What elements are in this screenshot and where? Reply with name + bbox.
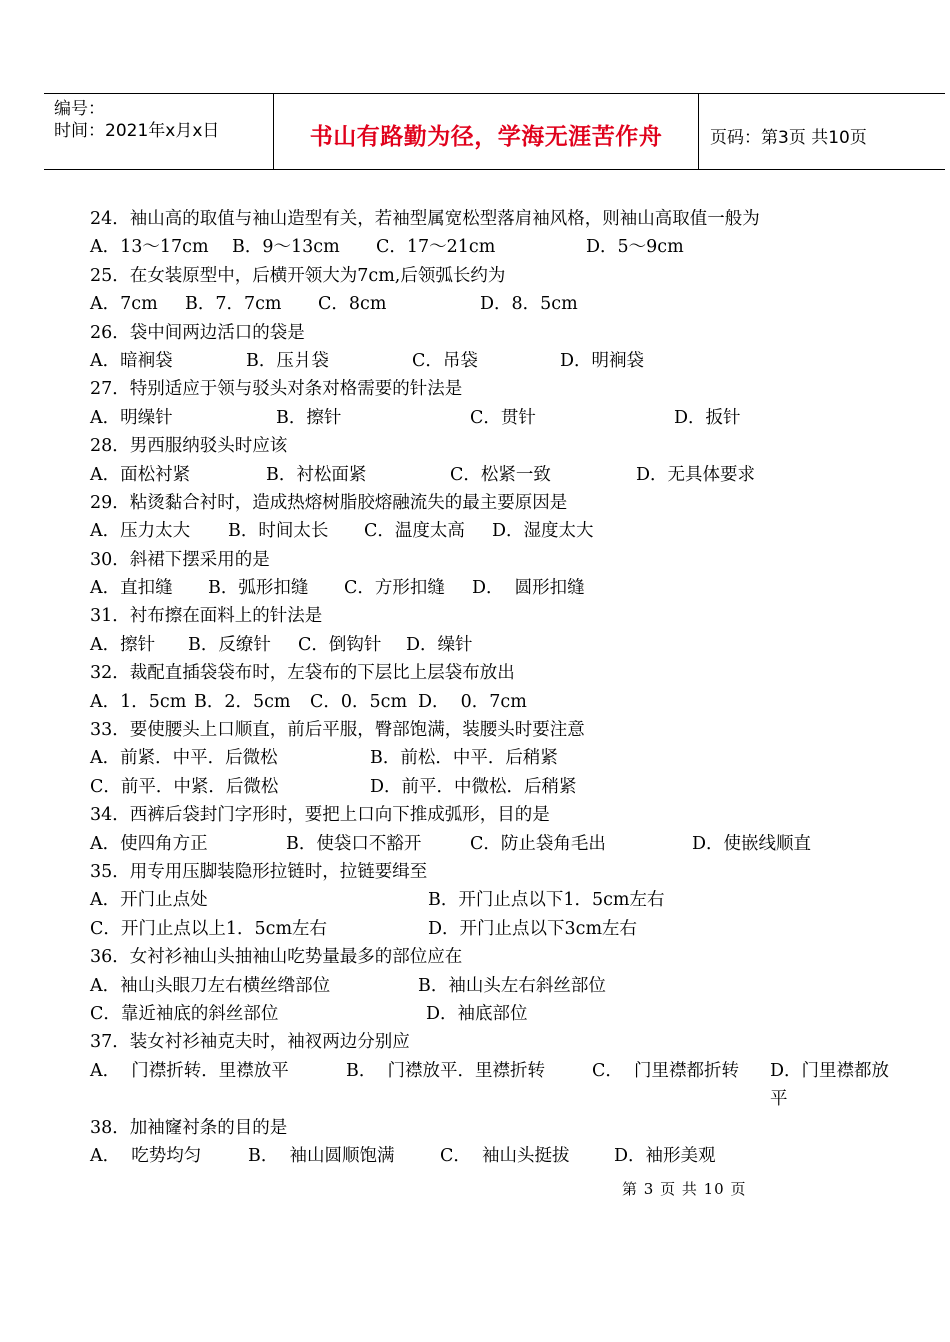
option: B．时间太长	[228, 521, 329, 542]
question-stem: 27．特别适应于领与驳头对条对格需要的针法是	[90, 379, 463, 400]
option: C．0．5cm	[310, 691, 408, 712]
option: A．1．5cm	[90, 691, 187, 712]
question-stem: 24．袖山高的取值与袖山造型有关，若袖型属宽松型落肩袖风格，则袖山高取值一般为	[90, 209, 760, 229]
option: C．吊袋	[412, 350, 478, 371]
option-row	[90, 744, 920, 772]
question-list	[90, 205, 920, 1170]
question-stem: 29．粘烫黏合衬时，造成热熔树脂胶熔融流失的最主要原因是	[90, 492, 568, 513]
option-row	[90, 574, 920, 602]
option: B．压爿袋	[246, 350, 329, 371]
option: C．靠近袖底的斜丝部位	[90, 1003, 279, 1024]
option-row	[90, 773, 920, 801]
option-row	[90, 517, 920, 545]
question-stem: 28．男西服纳驳头时应该	[90, 436, 288, 457]
option-row	[90, 915, 920, 943]
option: B．衬松面紧	[266, 464, 367, 485]
option: A．面松衬紧	[90, 464, 191, 485]
option: B．9～13cm	[232, 237, 340, 258]
question-stem: 36．女衬衫袖山头抽袖山吃势量最多的部位应在	[90, 947, 463, 968]
option-wrap-spacer	[90, 1085, 920, 1113]
option: A． 门襟折转．里襟放平	[90, 1060, 289, 1081]
header-page-label: 页码：第3页 共10页	[710, 128, 867, 148]
option: C．防止袋角毛出	[470, 833, 606, 854]
option-row	[90, 830, 920, 858]
question-stem: 33．要使腰头上口顺直，前后平服，臀部饱满，装腰头时要注意	[90, 720, 585, 741]
option: C．贯针	[470, 407, 536, 428]
option: A．13～17cm	[90, 237, 209, 258]
option-row	[90, 404, 920, 432]
option: B．擦针	[276, 407, 342, 428]
option: A．前紧．中平．后微松	[90, 748, 278, 769]
option: A． 吃势均匀	[90, 1145, 202, 1166]
option-row	[90, 290, 920, 318]
option: A．压力太大	[90, 521, 191, 542]
option: A．开门止点处	[90, 890, 208, 911]
option-row	[90, 688, 920, 716]
question-stem: 34．西裤后袋封门字形时，要把上口向下推成弧形，目的是	[90, 805, 550, 826]
option: D．袖形美观	[614, 1145, 716, 1166]
option-row	[90, 461, 920, 489]
option: B．开门止点以下1．5cm左右	[428, 890, 665, 911]
option: D．明裥袋	[560, 350, 645, 371]
option-row	[90, 972, 920, 1000]
option: B．2．5cm	[194, 691, 291, 712]
option: B．7．7cm	[185, 294, 282, 315]
option: D． 0．7cm	[418, 691, 527, 712]
number-label: 编号：	[54, 99, 105, 119]
option: D．5～9cm	[586, 237, 684, 258]
header-top-rule	[44, 93, 945, 94]
option-row	[90, 1000, 920, 1028]
time-label: 时间：2021年x月x日	[54, 121, 220, 141]
option-row	[90, 886, 920, 914]
option-row	[90, 1142, 920, 1170]
option: D．前平．中微松．后稍紧	[370, 776, 577, 797]
option: B．袖山头左右斜丝部位	[418, 975, 606, 996]
option: C． 袖山头挺拔	[440, 1145, 570, 1166]
question-stem: 32．裁配直插袋袋布时，左袋布的下层比上层袋布放出	[90, 663, 515, 684]
option: D．袖底部位	[426, 1003, 528, 1024]
header-divider-right	[698, 93, 699, 170]
header-motto: 书山有路勤为径，学海无涯苦作舟	[309, 124, 663, 150]
option: C． 门里襟都折转	[592, 1060, 740, 1081]
option: A．使四角方正	[90, 833, 208, 854]
option: D．8．5cm	[480, 294, 578, 315]
option-row	[90, 233, 920, 261]
header-bottom-rule	[44, 169, 945, 170]
option: D．无具体要求	[636, 464, 756, 485]
option: A．袖山头眼刀左右横丝绺部位	[90, 975, 331, 996]
option: C．17～21cm	[376, 237, 496, 258]
option: C．开门止点以上1．5cm左右	[90, 918, 328, 939]
question-stem: 38．加袖窿衬条的目的是	[90, 1117, 288, 1138]
question-stem: 37．装女衬衫袖克夫时，袖衩两边分别应	[90, 1032, 410, 1053]
option: D．使嵌线顺直	[692, 833, 812, 854]
option: B． 袖山圆顺饱满	[248, 1145, 395, 1166]
question-stem: 35．用专用压脚装隐形拉链时，拉链要缉至	[90, 861, 428, 882]
option: B．使袋口不豁开	[286, 833, 422, 854]
option-row	[90, 1057, 920, 1110]
option: A．暗裥袋	[90, 350, 173, 371]
question-stem: 26．袋中间两边活口的袋是	[90, 322, 305, 343]
question-stem: 30．斜裙下摆采用的是	[90, 549, 270, 570]
option: A．明缲针	[90, 407, 173, 428]
option: D．湿度太大	[492, 521, 594, 542]
option: B．弧形扣缝	[208, 578, 309, 599]
option: B． 门襟放平．里襟折转	[346, 1060, 545, 1081]
option: C．方形扣缝	[344, 578, 445, 599]
option: A．直扣缝	[90, 578, 173, 599]
question-stem: 25．在女装原型中，后横开领大为7cm,后领弧长约为	[90, 265, 506, 286]
option: D． 圆形扣缝	[472, 578, 585, 599]
option: D．缲针	[406, 634, 473, 655]
option: D．门里襟都放平	[770, 1060, 890, 1110]
option: C．松紧一致	[450, 464, 551, 485]
option: C．前平．中紧．后微松	[90, 776, 279, 797]
option: D．扳针	[674, 407, 741, 428]
option: D．开门止点以下3cm左右	[428, 918, 638, 939]
option-row	[90, 631, 920, 659]
option-row	[90, 347, 920, 375]
option: B．前松．中平．后稍紧	[370, 748, 558, 769]
question-stem: 31．衬布擦在面料上的针法是	[90, 606, 323, 627]
option: C．倒钩针	[298, 634, 382, 655]
option: C．8cm	[318, 294, 387, 315]
option: A．7cm	[90, 294, 158, 315]
option: B．反缭针	[188, 634, 271, 655]
option: A．擦针	[90, 634, 156, 655]
page-footer: 第 3 页 共 10 页	[622, 1180, 747, 1198]
header-info	[54, 98, 219, 142]
option: C．温度太高	[364, 521, 465, 542]
